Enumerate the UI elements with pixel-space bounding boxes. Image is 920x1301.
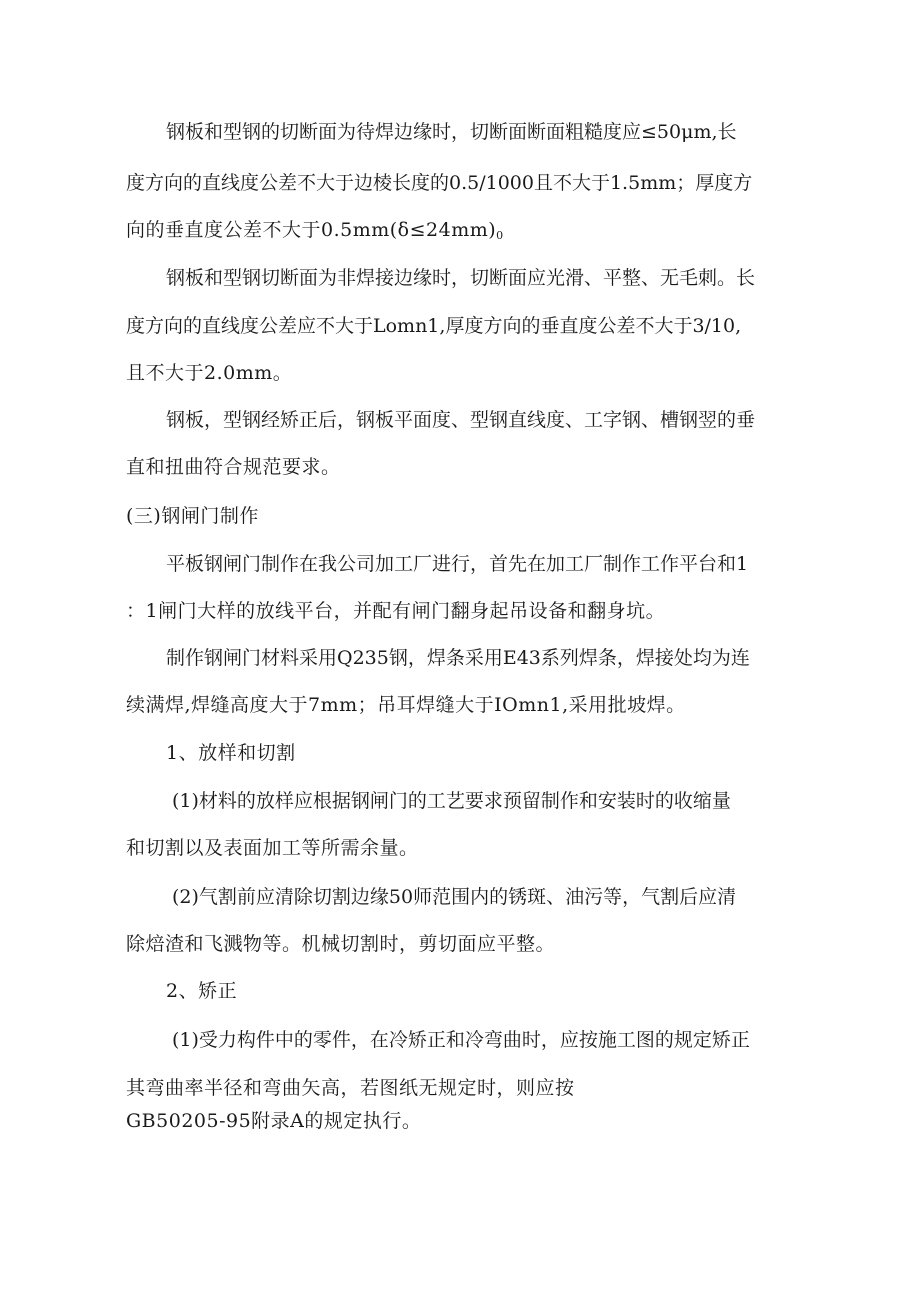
text-line: 续满焊,焊缝高度大于7mm；吊耳焊缝大于IOmn1,采用批坡焊。 xyxy=(126,694,686,716)
text-line: 钢板，型钢经矫正后，钢板平面度、型钢直线度、工字钢、槽钢翌的垂 xyxy=(166,409,756,431)
text-line: GB50205-95附录A的规定执行。 xyxy=(126,1110,422,1132)
text-line: (1)受力构件中的零件，在冷矫正和冷弯曲时，应按施工图的规定矫正 xyxy=(172,1029,750,1051)
text-line: 其弯曲率半径和弯曲矢高，若图纸无规定时，则应按 xyxy=(126,1077,575,1099)
text-line: 度方向的直线度公差不大于边棱长度的0.5/1000且不大于1.5mm；厚度方 xyxy=(126,172,753,194)
subsection-heading: 1、放样和切割 xyxy=(166,742,296,764)
text-line: 直和扭曲符合规范要求。 xyxy=(126,456,341,478)
text-line xyxy=(126,218,504,248)
text-line: 钢板和型钢的切断面为待焊边缘时，切断面断面粗糙度应≤50μm,长 xyxy=(166,121,737,143)
text-line: (1)材料的放样应根据钢闸门的工艺要求预留制作和安装时的收缩量 xyxy=(172,790,731,812)
subsection-heading: 2、矫正 xyxy=(166,980,238,1002)
text-line: ：1闸门大样的放线平台，并配有闸门翻身起吊设备和翻身坑。 xyxy=(126,600,666,622)
text-line: 和切割以及表面加工等所需余量。 xyxy=(126,837,419,859)
text-line: 且不大于2.0mm。 xyxy=(126,362,293,384)
text-line: 钢板和型钢切断面为非焊接边缘时，切断面应光滑、平整、无毛刺。长 xyxy=(166,267,756,289)
section-heading: (三)钢闸门制作 xyxy=(126,505,259,527)
text-line: 平板钢闸门制作在我公司加工厂进行，首先在加工厂制作工作平台和1 xyxy=(166,553,749,575)
text-span: 向的垂直度公差不大于0.5mm(δ≤24mm) xyxy=(126,219,497,241)
text-line: 制作钢闸门材料采用Q235钢，焊条采用E43系列焊条，焊接处均为连 xyxy=(166,647,750,669)
text-line: (2)气割前应清除切割边缘50师范围内的锈斑、油污等，气割后应清 xyxy=(172,886,737,908)
text-line: 度方向的直线度公差应不大于Lomn1,厚度方向的垂直度公差不大于3/10, xyxy=(126,315,742,337)
text-line: 除焙渣和飞溅物等。机械切割时，剪切面应平整。 xyxy=(126,933,556,955)
subscript-mark: 0 xyxy=(496,229,504,242)
